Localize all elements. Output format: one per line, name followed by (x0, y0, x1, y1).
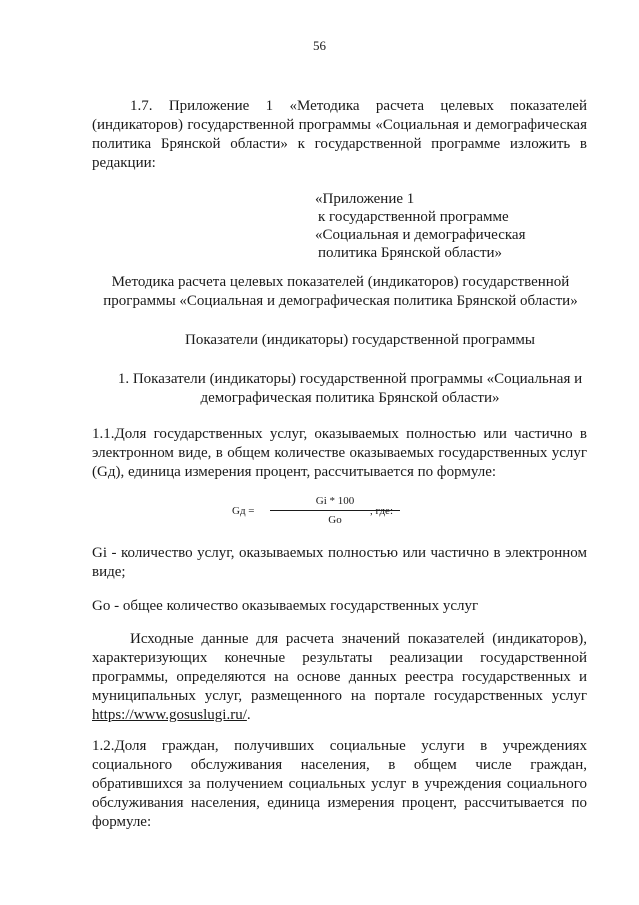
source-paragraph (92, 630, 587, 725)
formula-lhs: Gд = (232, 505, 255, 517)
intro-paragraph: 1.7. Приложение 1 «Методика расчета целевых показателей (индикаторов) государственной программы «Социальная и демографическая политика Брянской области» к государственной программе изложить в редакции: (92, 98, 587, 171)
formula-numerator: Gi * 100 (315, 495, 355, 507)
section-title: Показатели (индикаторы) государственной программы (185, 332, 535, 348)
item-1-2-paragraph: 1.2.Доля граждан, получивших социальные услуги в учреждениях социального обслуживания населения, в общем числе граждан, обратившихся за получением социальных услуг в учреждения социального обслуживания населения, единица измерения процент, рассчитывается по формуле: (92, 738, 587, 830)
appendix-line: к государственной программе (318, 209, 509, 225)
method-title: Методика расчета целевых показателей (индикаторов) государственной программы «Социальная и демографическая политика Брянской области» (103, 274, 578, 309)
item-1-heading: 1. Показатели (индикаторы) государственной программы «Социальная и демографическая политика Брянской области» (117, 371, 583, 406)
formula-denominator: Go (328, 514, 342, 526)
formula-suffix: , где: (370, 505, 393, 517)
page-number: 56 (313, 38, 326, 53)
formula-gd (225, 495, 485, 531)
appendix-line: «Социальная и демографическая (315, 227, 526, 243)
source-end: . (246, 707, 251, 723)
definition-go: Go - общее количество оказываемых государственных услуг (92, 598, 479, 614)
appendix-line: политика Брянской области» (318, 245, 503, 261)
appendix-header (315, 190, 595, 262)
definition-gi: Gi - количество услуг, оказываемых полностью или частично в электронном виде; (92, 545, 587, 580)
appendix-line: «Приложение 1 (315, 191, 415, 207)
item-1-1-paragraph: 1.1.Доля государственных услуг, оказываемых полностью или частично в электронном виде, в общем количестве оказываемых государственных услуг (Gд), единица измерения процент, рассчитывается по формуле: (92, 426, 587, 480)
source-text: Исходные данные для расчета значений показателей (индикаторов), характеризующих конечные результаты реализации государственной программы, определяются на основе данных реестра государственных и муниципальных услуг, размещенного на портале государственных услуг (92, 631, 587, 704)
gosuslugi-link[interactable]: https://www.gosuslugi.ru/ (92, 707, 247, 723)
